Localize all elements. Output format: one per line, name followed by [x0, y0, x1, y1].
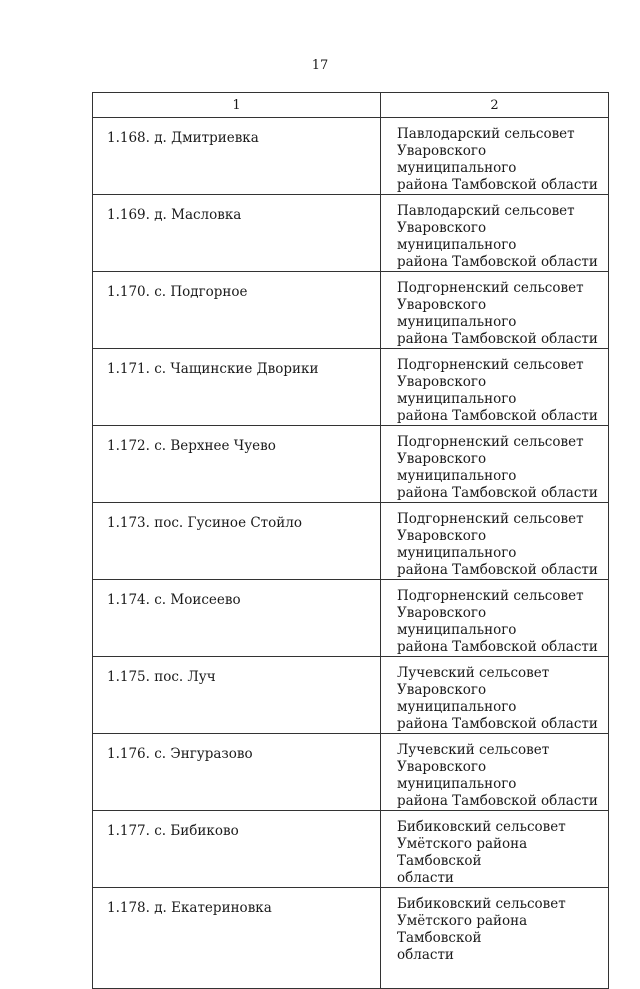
- column-header-1: 1: [93, 93, 381, 118]
- table-row: [93, 426, 609, 503]
- settlement-cell: [93, 195, 381, 272]
- settlement-cell: [93, 272, 381, 349]
- column-header-2: 2: [381, 93, 609, 118]
- settlement-cell: [93, 734, 381, 811]
- settlement-name: 1.173. пос. Гусиное Стойло: [107, 515, 302, 531]
- council-name: Подгорненский сельсовет Уваровского муниципального района Тамбовской области: [397, 588, 598, 655]
- settlement-cell: [93, 811, 381, 888]
- council-name: Подгорненский сельсовет Уваровского муниципального района Тамбовской области: [397, 434, 598, 501]
- settlement-name: 1.172. с. Верхнее Чуево: [107, 438, 276, 454]
- settlement-name: 1.169. д. Масловка: [107, 207, 242, 223]
- page-number: 17: [311, 58, 329, 73]
- council-cell: [381, 118, 609, 195]
- table-row: [93, 503, 609, 580]
- settlement-name: 1.178. д. Екатериновка: [107, 900, 272, 916]
- settlement-cell: [93, 657, 381, 734]
- settlement-name: 1.171. с. Чащинские Дворики: [107, 361, 319, 377]
- council-name: Подгорненский сельсовет Уваровского муниципального района Тамбовской области: [397, 280, 598, 347]
- settlement-name: 1.176. с. Энгуразово: [107, 746, 253, 762]
- council-cell: [381, 349, 609, 426]
- table-row: [93, 734, 609, 811]
- settlement-name: 1.177. с. Бибиково: [107, 823, 239, 839]
- council-name: Бибиковский сельсовет Умётского района Тамбовской области: [397, 819, 566, 886]
- council-name: Подгорненский сельсовет Уваровского муниципального района Тамбовской области: [397, 511, 598, 578]
- council-name: Подгорненский сельсовет Уваровского муниципального района Тамбовской области: [397, 357, 598, 424]
- council-cell: [381, 811, 609, 888]
- council-name: Павлодарский сельсовет Уваровского муниципального района Тамбовской области: [397, 126, 598, 193]
- council-cell: [381, 503, 609, 580]
- council-cell: [381, 272, 609, 349]
- settlement-name: 1.168. д. Дмитриевка: [107, 130, 259, 146]
- settlements-table: [92, 92, 609, 989]
- council-cell: [381, 426, 609, 503]
- settlement-name: 1.174. с. Моисеево: [107, 592, 241, 608]
- table-row: [93, 580, 609, 657]
- council-cell: [381, 580, 609, 657]
- table-row: [93, 272, 609, 349]
- council-cell: [381, 734, 609, 811]
- council-cell: [381, 195, 609, 272]
- settlement-cell: [93, 580, 381, 657]
- table-row: [93, 811, 609, 888]
- settlement-cell: [93, 118, 381, 195]
- table-row: [93, 118, 609, 195]
- council-cell: [381, 657, 609, 734]
- settlement-name: 1.170. с. Подгорное: [107, 284, 248, 300]
- council-name: Бибиковский сельсовет Умётского района Тамбовской области: [397, 896, 566, 963]
- settlement-cell: [93, 888, 381, 989]
- settlement-cell: [93, 426, 381, 503]
- settlement-cell: [93, 503, 381, 580]
- table-header-row: [93, 93, 609, 118]
- table-row: [93, 349, 609, 426]
- council-name: Лучевский сельсовет Уваровского муниципального района Тамбовской области: [397, 742, 598, 809]
- council-cell: [381, 888, 609, 989]
- table-row: [93, 657, 609, 734]
- settlement-cell: [93, 349, 381, 426]
- table-row: [93, 195, 609, 272]
- council-name: Павлодарский сельсовет Уваровского муниципального района Тамбовской области: [397, 203, 598, 270]
- settlement-name: 1.175. пос. Луч: [107, 669, 216, 685]
- table-row: [93, 888, 609, 989]
- council-name: Лучевский сельсовет Уваровского муниципального района Тамбовской области: [397, 665, 598, 732]
